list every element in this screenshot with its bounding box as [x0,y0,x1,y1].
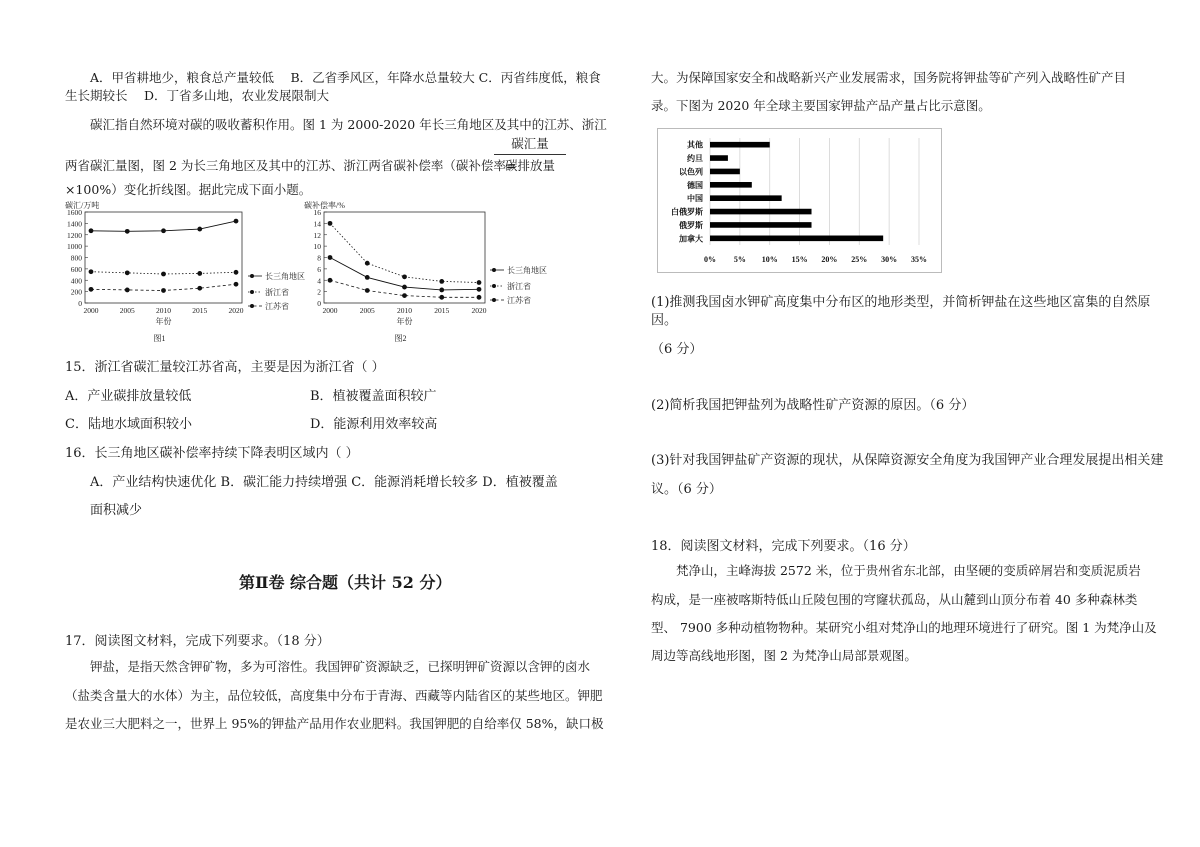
q18-paragraph-line2: 构成，是一座被喀斯特低山丘陵包围的穹窿状孤岛，从山麓到山顶分布着 40 多种森林类 [651,592,1138,607]
legend-label: 长三角地区 [507,266,547,275]
potash-production-chart [657,128,942,273]
x-tick-label: 25% [851,255,868,264]
data-point [161,272,166,277]
y-axis-label: 碳补偿率/% [304,201,345,210]
y-tick-label: 1400 [67,219,82,229]
data-point [402,274,407,279]
category-label: 以色列 [679,167,703,177]
category-label: 约旦 [687,154,703,164]
q15-option-c: C．陆地水域面积较小 [65,417,192,432]
x-tick-label: 2010 [156,306,171,315]
x-tick-label: 5% [733,255,746,264]
data-point [89,228,94,233]
q16-options-line1: A．产业结构快速优化 B．碳汇能力持续增强 C．能源消耗增长较多 D．植被覆盖 [90,475,558,490]
category-label: 中国 [687,194,703,204]
q14-options-line2: 生长期较长 D．丁省多山地，农业发展限制大 [65,88,329,103]
intro-line1: 碳汇指自然环境对碳的吸收蓄积作用。图 1 为 2000-2020 年长三角地区及其中的江苏、浙江 [90,117,607,132]
x-tick-label: 2015 [192,306,208,315]
y-tick-label: 400 [70,276,82,286]
data-point [365,288,370,293]
category-label: 加拿大 [679,234,703,244]
y-tick-label: 600 [70,264,82,274]
q16-options-line2: 面积减少 [90,503,143,518]
y-tick-label: 10 [313,242,321,252]
data-point [402,293,407,298]
q17-stem: 17．阅读图文材料，完成下列要求。（18 分） [65,634,330,649]
y-tick-label: 1600 [67,208,82,217]
bar [710,222,812,228]
q17-paragraph-line4: 大。为保障国家安全和战略新兴产业发展需求，国务院将钾盐等矿产列入战略性矿产目 [651,70,1127,85]
legend-label: 江苏省 [507,296,531,305]
y-tick-label: 1200 [67,230,82,240]
bar [710,142,770,148]
sub2: (2)简析我国把钾盐列为战略性矿产资源的原因。（6 分） [651,398,975,413]
y-tick-label: 8 [317,253,321,263]
data-point [328,278,333,283]
x-tick-label: 2000 [83,306,99,315]
intro-line3: ×100%）变化折线图。据此完成下面小题。 [65,182,312,197]
intro-line2: 两省碳汇量图，图 2 为长三角地区及其中的江苏、浙江两省碳补偿率（碳补偿率= [65,158,517,173]
data-point [365,275,370,280]
y-tick-label: 800 [70,253,82,263]
data-point [161,228,166,233]
data-point [89,269,94,274]
data-point [125,229,130,234]
x-tick-label: 0% [704,255,716,264]
data-point [125,270,130,275]
q18-paragraph-line4: 周边等高线地形图，图 2 为梵净山局部景观图。 [651,648,917,663]
x-tick-label: 2000 [322,306,338,315]
y-tick-label: 4 [317,276,321,286]
bar [710,236,883,242]
q18-paragraph-line3: 型、 7900 多种动植物物种。某研究小组对梵净山的地理环境进行了研究。图 1 为梵净山及 [651,620,1157,635]
bar [710,209,812,215]
x-tick-label: 2020 [471,306,487,315]
legend-marker [250,274,254,278]
x-tick-label: 2005 [359,306,375,315]
q17-paragraph-line2: （盐类含量大的水体）为主，品位较低，高度集中分布于青海、西藏等内陆省区的某些地区。钾肥 [65,688,603,703]
q15-option-d: D．能源利用效率较高 [310,417,438,432]
y-tick-label: 6 [317,264,321,274]
data-point [477,295,482,300]
sub3-line2: 议。（6 分） [651,482,722,497]
figure-caption: 图2 [394,334,407,343]
category-label: 俄罗斯 [679,220,703,230]
y-tick-label: 2 [317,287,321,297]
carbon-sink-chart [60,200,305,348]
y-tick-label: 14 [313,219,321,229]
data-point [197,271,202,276]
q15-option-b: B．植被覆盖面积较广 [310,389,437,404]
q14-options-line1: A．甲省耕地少，粮食总产量较低 B．乙省季风区，年降水总量较大 C．丙省纬度低，粮食 [90,70,601,85]
x-tick-label: 30% [881,255,898,264]
x-tick-label: 15% [791,255,808,264]
y-tick-label: 1000 [67,242,82,252]
legend-marker [492,268,496,272]
carbon-compensation-chart [300,200,565,348]
legend-label: 江苏省 [265,302,289,311]
sub1-line2: 因。 [651,313,678,328]
q18-paragraph-line1: 梵净山，主峰海拔 2572 米，位于贵州省东北部，由坚硬的变质碎屑岩和变质泥质岩 [676,563,1141,578]
q15-stem: 15．浙江省碳汇量较江苏省高，主要是因为浙江省（ ） [65,360,385,375]
data-point [125,288,130,293]
x-tick-label: 2020 [228,306,244,315]
bar [710,195,782,201]
q16-stem: 16．长三角地区碳补偿率持续下降表明区域内（ ） [65,446,359,461]
sub3-line1: (3)针对我国钾盐矿产资源的现状，从保障资源安全角度为我国钾产业合理发展提出相关建 [651,453,1164,468]
data-point [197,227,202,232]
data-point [328,221,333,226]
q17-paragraph-line3: 是农业三大肥料之一，世界上 95%的钾盐产品用作农业肥料。我国钾肥的自给率仅 58%，缺口极 [65,716,604,731]
y-tick-label: 200 [70,287,82,297]
legend-marker [492,284,496,288]
legend-label: 浙江省 [265,288,289,297]
category-label: 白俄罗斯 [671,207,703,217]
data-point [234,282,239,287]
data-point [365,261,370,266]
fraction [494,136,566,174]
series-line-1 [330,223,479,282]
x-tick-label: 10% [761,255,778,264]
y-tick-label: 0 [78,299,82,308]
y-tick-label: 16 [313,208,321,217]
data-point [477,287,482,292]
data-point [234,219,239,224]
legend-marker [492,298,496,302]
data-point [328,255,333,260]
legend-marker [250,304,254,308]
x-tick-label: 2015 [434,306,450,315]
data-point [439,288,444,293]
data-point [477,280,482,285]
category-label: 其他 [687,140,703,150]
legend-label: 长三角地区 [265,272,305,281]
x-tick-label: 35% [911,255,927,264]
legend-marker [250,290,254,294]
bar [710,182,752,188]
figure-caption: 图1 [153,334,166,343]
bar [710,169,740,175]
q18-stem: 18．阅读图文材料，完成下列要求。（16 分） [651,539,916,554]
x-axis-label: 年份 [155,317,172,326]
x-tick-label: 2005 [119,306,135,315]
data-point [402,285,407,290]
bar [710,155,728,161]
legend-label: 浙江省 [507,282,531,291]
q17-paragraph-line5: 录。下图为 2020 年全球主要国家钾盐产品产量占比示意图。 [651,98,991,113]
q15-option-a: A．产业碳排放量较低 [65,389,192,404]
data-point [234,270,239,275]
q17-paragraph-line1: 钾盐，是指天然含钾矿物，多为可溶性。我国钾矿资源缺乏，已探明钾矿资源以含钾的卤水 [90,659,591,674]
y-axis-label: 碳汇/万吨 [65,201,100,210]
data-point [89,287,94,292]
y-tick-label: 12 [313,230,321,240]
fraction-numerator: 碳汇量 [494,136,566,155]
sub1-line1: (1)推测我国卤水钾矿高度集中分布区的地形类型，并简析钾盐在这些地区富集的自然原 [651,295,1151,310]
x-axis-label: 年份 [396,317,413,326]
data-point [197,286,202,291]
category-label: 德国 [687,180,703,190]
data-point [161,288,166,293]
data-point [439,279,444,284]
data-point [439,295,444,300]
x-tick-label: 2010 [397,306,412,315]
section-title: 第Ⅱ卷 综合题（共计 52 分） [239,573,452,592]
sub1-score: （6 分） [651,342,703,357]
y-tick-label: 0 [317,299,321,308]
x-tick-label: 20% [821,255,838,264]
fraction-denominator: 碳排放量 [504,158,555,173]
